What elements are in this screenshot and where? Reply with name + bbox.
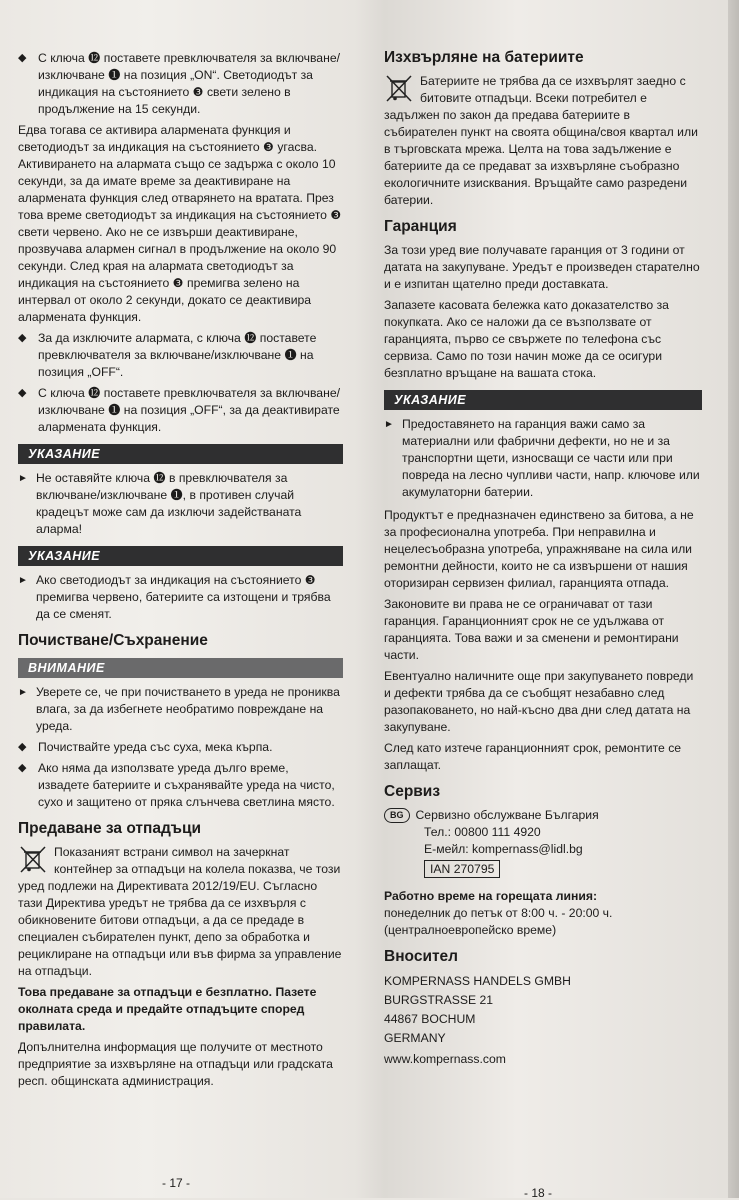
note-text: Ако светодиодът за индикация на състоянието ❸ премигва червено, батериите са изтощени и трябва да се сменят. (36, 573, 331, 621)
paragraph: След като изтече гаранционният срок, ремонтите се заплащат. (384, 741, 682, 772)
section-heading-warranty: Гаранция (384, 218, 457, 235)
address-line: BURGSTRASSE 21 (384, 993, 494, 1007)
bullet-item (18, 330, 343, 381)
bullet-text: Ако няма да използвате уреда дълго време, извадете батериите и съхранявайте уреда на чисто, сухо и защитено от пряка слънчева светлина място. (38, 761, 335, 809)
paragraph: Запазете касовата бележка като доказателство за покупката. Ако се наложи да се възползвате от гаранцията, първо се свържете по телефона със сервиза. Само по този начин може да се осигури безплатно връщане на вашата стока. (384, 298, 669, 380)
paragraph: За този уред вие получавате гаранция от 3 години от датата на закупуване. Уредът е произведен старателно и е изпитан щателно преди доставката. (384, 243, 700, 291)
ian-box: IAN 270795 (424, 860, 500, 878)
battery-block (384, 73, 702, 209)
section-heading-disposal: Предаване за отпадъци (18, 820, 201, 837)
bold-paragraph: Това предаване за отпадъци е безплатно. Пазете околната среда и предайте отпадъците според правилата. (18, 985, 317, 1033)
section-heading-importer: Вносител (384, 948, 459, 965)
section-heading-service: Сервиз (384, 783, 441, 800)
address-line: 44867 BOCHUM (384, 1012, 476, 1026)
diamond-bullet-icon: ◆ (18, 52, 27, 64)
service-email: E-мейл: kompernass@lidl.bg (424, 842, 583, 856)
service-phone: Тел.: 00800 111 4920 (424, 825, 541, 839)
note-text: Предоставянето на гаранция важи само за материални или фабрични дефекти, но не и за транспортни щети, износващи се части или при повреда на лесно чупливи части, напр. ключове или акумулаторни батерии. (402, 417, 700, 499)
diamond-bullet-icon: ◆ (18, 387, 27, 399)
warning-item (18, 684, 343, 735)
bullet-item (18, 50, 343, 118)
hotline-hours: понеделник до петък от 8:00 ч. - 20:00 ч. (централноевропейско време) (384, 906, 613, 937)
bullet-text: С ключа ⓬ поставете превключвателя за включване/изключване ❶ на позиция „ON“. Светодиодът за индикация на състоянието ❸ свети зелено в продължение на 15 секунди. (38, 51, 340, 116)
page-number: - 18 - (524, 1186, 553, 1200)
address-line: GERMANY (384, 1031, 446, 1045)
section-heading-batteries: Изхвърляне на батериите (384, 49, 584, 66)
note-item (18, 572, 343, 623)
bullet-text: С ключа ⓬ поставете превключвателя за включване/изключване ❶ на позиция „OFF“, за да деактивирате алармената функция. (38, 386, 340, 434)
disposal-block (18, 844, 343, 980)
paragraph: Законовите ви права не се ограничават от тази гаранция. Гаранционният срок не се удължава от гаранцията. Това важи и за сменени и ремонтирани части. (384, 597, 679, 662)
bullet-item (18, 739, 343, 756)
bullet-text: За да изключите алармата, с ключа ⓬ поставете превключвателя за включване/изключване ❶ на позиция „OFF“. (38, 331, 317, 379)
paragraph: Продуктът е предназначен единствено за битова, а не за професионална употреба. При неправилна и нецелесъобразна употреба, упражняване на сила или ремонтни дейности, които не са извършени от нашия оторизиран сервизен филиал, гаранцията отпада. (384, 508, 694, 590)
service-name-text: Сервизно обслужване България (415, 808, 599, 822)
warning-banner: ВНИМАНИЕ (18, 658, 343, 678)
arrow-bullet-icon: ► (18, 575, 28, 586)
paragraph: Едва тогава се активира алармената функция и светодиодът за индикация на състоянието ❸ угасва. Активирането на алармата също се задържа с около 10 секунди, за да имате време за деактивиране на алармената функция след отварянето на вратата. През това време светодиодът за индикация на състоянието ❸ свети червено. Ако не се извърши деактивиране, прозвучава алармен сигнал в продължение на около 90 секунди. След края на алармата светодиодът за индикация на състоянието ❸ премигва зелено на интервал от около 2 секунди, докато се деактивира алармената функция. (18, 123, 342, 324)
section-heading-cleaning: Почистване/Съхранение (18, 632, 208, 649)
note-item (18, 470, 343, 538)
address-line: KOMPERNASS HANDELS GMBH (384, 974, 571, 988)
website: www.kompernass.com (384, 1052, 506, 1066)
bg-country-badge: BG (384, 808, 410, 823)
note-banner: УКАЗАНИЕ (18, 444, 343, 464)
service-name (384, 807, 702, 824)
paragraph: Евентуално наличните още при закупуването повреди и дефекти трябва да се съобщят незабавно след разопаковането, но най-късно два дни след датата на закупуване. (384, 669, 694, 734)
arrow-bullet-icon: ► (18, 473, 28, 484)
crossed-wheelie-bin-icon (18, 844, 48, 874)
note-banner: УКАЗАНИЕ (384, 390, 702, 410)
left-column (18, 50, 343, 1094)
next-page-edge (728, 0, 739, 1198)
note-item (384, 416, 702, 501)
bullet-item (18, 760, 343, 811)
warning-text: Уверете се, че при почистването в уреда не прониква влага, за да избегнете необратимо повреждане на уреда. (36, 685, 340, 733)
hotline-title: Работно време на горещата линия: (384, 889, 598, 903)
note-banner: УКАЗАНИЕ (18, 546, 343, 566)
page-number: - 17 - (162, 1176, 191, 1190)
bullet-item (18, 385, 343, 436)
paragraph: Батериите не трябва да се изхвърлят заедно с битовите отпадъци. Всеки потребител е задължен по закон да предава батериите в събирателен пункт на своята община/своя квартал или в търговската мрежа. Целта на това задължение е батериите да се предават за изхвърляне съобразно екологичните изисквания. Връщайте само разредени батерии. (384, 74, 698, 207)
diamond-bullet-icon: ◆ (18, 741, 27, 753)
crossed-wheelie-bin-icon (384, 73, 414, 103)
note-text: Не оставяйте ключа ⓬ в превключвателя за включване/изключване ❶, в противен случай крадецът може сам да изключи задействаната аларма! (36, 471, 302, 536)
paragraph: Показаният встрани символ на зачеркнат контейнер за отпадъци на колела показва, че този уред подлежи на Директивата 2012/19/EU. Съгласно тази Директива уредът не трябва да се изхвърля с обикновените битови отпадъци, а да се предаде в специален събирателен пункт, депо за обработка и рециклиране на отпадъци или във фирма за управление на отпадъци. (18, 845, 342, 978)
paragraph: Допълнителна информация ще получите от местното предприятие за изхвърляне на отпадъци или градската респ. общинската администрация. (18, 1040, 333, 1088)
diamond-bullet-icon: ◆ (18, 762, 27, 774)
arrow-bullet-icon: ► (18, 687, 28, 698)
bullet-text: Почиствайте уреда със суха, мека кърпа. (38, 740, 273, 754)
service-contacts (384, 824, 702, 878)
arrow-bullet-icon: ► (384, 419, 394, 430)
right-column (384, 46, 702, 1070)
diamond-bullet-icon: ◆ (18, 332, 27, 344)
